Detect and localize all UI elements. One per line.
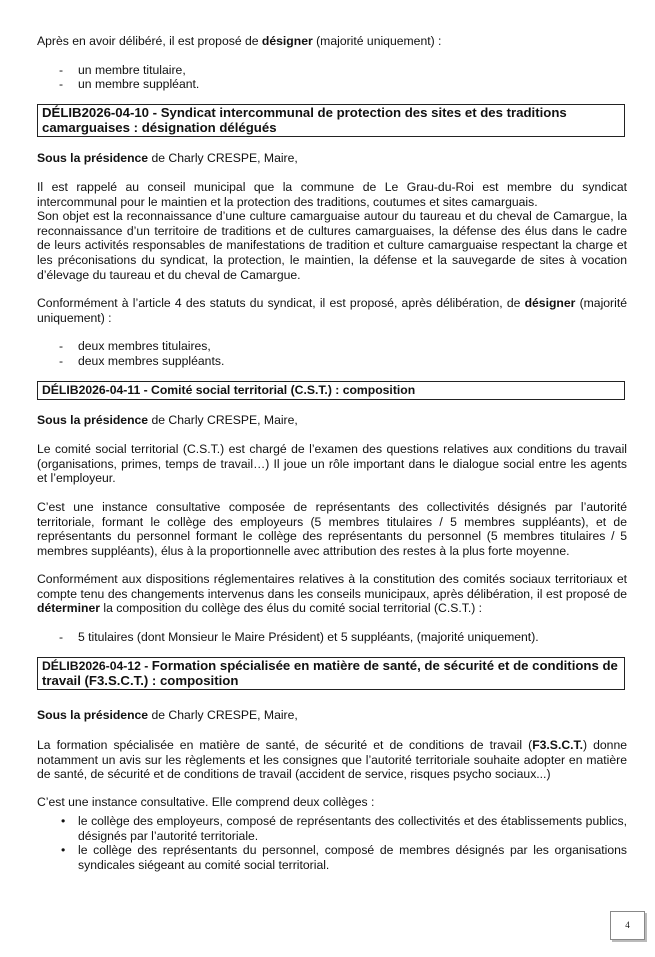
list-item: - deux membres titulaires, [37,339,627,354]
list-item: - deux membres suppléants. [37,354,627,369]
delib11-para2-block [37,500,627,558]
delib12-list-block [37,814,627,872]
list-item: - un membre titulaire, [37,63,627,78]
delib12-para1: La formation spécialisée en matière de santé, de sécurité et de conditions de travail (F3.S.C.T.) donne notamment un avis sur les règlements et les consignes que l’autorité territoriale souhaite adopter en matière de santé, de sécurité et de conditions de travail (accident de service, risques psycho sociaux...) [37,738,627,782]
delib12-para2-block [37,795,627,810]
delib10-para2: Son objet est la reconnaissance d’une culture camarguaise autour du taureau et du cheval de Camargue, la reconnaissance d’un territoire de traditions et de cultures camarguaises, la défense des élus dans le cadre de leurs activités responsables de manifestations de tradition et culture camarguaise respectant la charge et les préconisations du syndicat, la protection, le maintien, la défense et la sauvegarde de sites à vocation d’élevage du taureau et du cheval de Camargue. [37,209,627,282]
delib11-para1-block [37,442,627,486]
delib10-proposal [37,296,627,368]
delib10-para1: Il est rappelé au conseil municipal que la commune de Le Grau-du-Roi est membre du syndicat intercommunal pour le maintien et la protection des traditions, coutumes et sites camarguais. [37,180,627,209]
list-item: - un membre suppléant. [37,77,627,92]
delib11-para2: C’est une instance consultative composée de représentants des collectivités désignés par l’autorité territoriale, formant le collège des employeurs (5 membres titulaires / 5 membres suppléants), et de représentants du personnel formant le collège des représentants du personnel (5 membres titulaires / 5 membres suppléants), élus à la proportionnelle avec attribution des restes à la plus forte moyenne. [37,500,627,558]
intro-text: Après en avoir délibéré, il est proposé de désigner (majorité uniquement) : [37,34,442,48]
list-item: • le collège des employeurs, composé de représentants des collectivités et des établissements publics, désignés par l’autorité territoriale. [37,814,627,843]
delib12-list [37,814,627,872]
delib10-presidence: Sous la présidence de Charly CRESPE, Maire, [37,151,298,165]
delib10-list [37,339,627,368]
list-item: - 5 titulaires (dont Monsieur le Maire Président) et 5 suppléants, (majorité uniquement). [37,630,627,645]
delib11-presidence: Sous la présidence de Charly CRESPE, Maire, [37,413,298,427]
delib12-para1-block [37,738,627,782]
delib10-title-box [37,104,625,137]
delib10-title: DÉLIB2026-04-10 - Syndicat intercommunal de protection des sites et des traditions camarguaises : désignation délégués [42,105,567,135]
delib12-title-code: DÉLIB2026-04-12 [42,659,141,673]
list-item: • le collège des représentants du personnel, composé de membres désignés par les organisations syndicales siégeant au comité social territorial. [37,843,627,872]
delib11-title: DÉLIB2026-04-11 - Comité social territorial (C.S.T.) : composition [42,383,416,397]
delib10-body [37,180,627,282]
delib12-title-box: DÉLIB2026-04-12 - Formation spécialisée en matière de santé, de sécurité et de conditions de travail (F3.S.C.T.) : composition [37,657,625,690]
delib11-para3-block [37,572,627,616]
delib12-title-text: Formation spécialisée en matière de santé, de sécurité et de conditions de travail (F3.S.C.T.) : composition [42,658,618,688]
delib11-list-block [37,630,627,645]
intro-block [37,34,627,92]
page-number: 4 [610,911,645,940]
delib12-presidence: Sous la présidence de Charly CRESPE, Maire, [37,708,298,722]
delib12-para2: C’est une instance consultative. Elle comprend deux collèges : [37,795,375,809]
intro-list [37,63,627,92]
delib11-para1: Le comité social territorial (C.S.T.) est chargé de l’examen des questions relatives aux conditions du travail (organisations, primes, temps de travail…) Il joue un rôle important dans le dialogue social entre les agents et l’employeur. [37,442,627,486]
delib11-para3: Conformément aux dispositions réglementaires relatives à la constitution des comités sociaux territoriaux et compte tenu des changements intervenus dans les conseils municipaux, après délibération, il est proposé de déterminer la composition du collège des élus du comité social territorial (C.S.T.) : [37,572,627,616]
delib11-title-box [37,381,625,400]
delib11-list [37,630,627,645]
delib10-para3: Conformément à l’article 4 des statuts du syndicat, il est proposé, après délibération, de désigner (majorité uniquement) : [37,296,627,325]
